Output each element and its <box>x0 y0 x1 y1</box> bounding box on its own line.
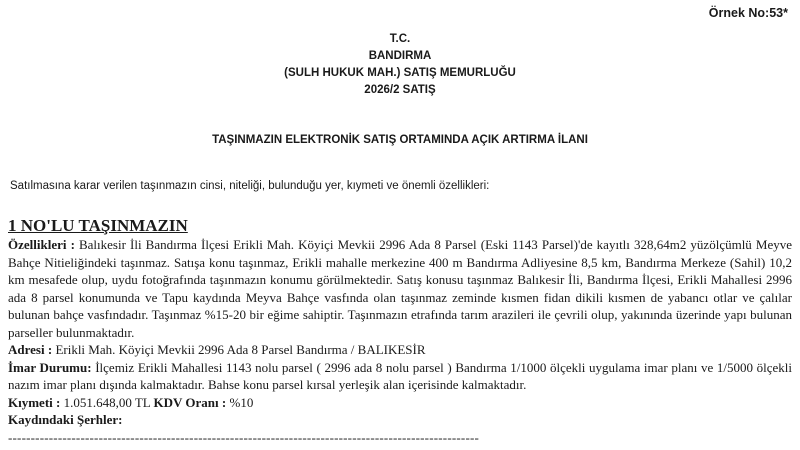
address-label: Adresi : <box>8 342 53 357</box>
value-label: Kıymeti : <box>8 394 61 410</box>
address-paragraph <box>8 341 792 359</box>
address-text: Erikli Mah. Köyiçi Mevkii 2996 Ada 8 Parsel Bandırma / BALIKESİR <box>52 342 426 357</box>
header-line-case: 2026/2 SATIŞ <box>364 84 436 96</box>
zoning-label: İmar Durumu: <box>8 359 92 375</box>
announcement-title: TAŞINMAZIN ELEKTRONİK SATIŞ ORTAMINDA AÇIK ARTIRMA İLANI <box>212 134 588 146</box>
parcel-section <box>8 216 792 446</box>
annotations-label: Kaydındaki Şerhler: <box>8 412 123 427</box>
features-label: Özellikleri : <box>8 237 75 252</box>
value-paragraph <box>8 394 792 412</box>
intro-text: Satılmasına karar verilen taşınmazın cinsi, niteliği, bulunduğu yer, kıymeti ve önemli özellikleri: <box>10 180 490 192</box>
vat-label: KDV Oranı : <box>153 394 227 410</box>
header-line-office: (SULH HUKUK MAH.) SATIŞ MEMURLUĞU <box>284 67 516 79</box>
document-header <box>0 31 800 99</box>
zoning-paragraph <box>8 359 792 394</box>
features-text: Balıkesir İli Bandırma İlçesi Erikli Mah. Köyiçi Mevkii 2996 Ada 8 Parsel (Eski 1143 Parsel)'de kayıtlı 328,64m2 yüzölçümlü Meyve Bahçe Nitielіğindeki taşınmaz. Satışa konu taşınmaz, Erikli mahalle merkezine 400 m Bandırma Adliyesine 8,5 km, Bandırma Merkeze (Sahil) 10,2 km mesafede olup, uydu fotoğrafında taşınmazın konumu görülmektedir. Satış konusu taşınmaz Balıkesir İli, Bandırma İlçesi, Erikli Mahallesi 2996 ada 8 parsel konumunda ve Tapu kaydında Meyva Bahçe vasfında olan taşınmaz zeminde kısmen fidan dikili kısmen de yabancı otlar ve çalılar bulunan bahçe vasfındadır. Taşınmaz %15-20 bir eğime sahiptir. Taşınmazın etrafında tarım arazileri ile çevrili olup, yakınında üzerinde yapı bulunan parseller bulunmaktadır. <box>8 237 792 340</box>
vat-text: %10 <box>226 394 254 410</box>
header-line-tc: T.C. <box>389 33 411 45</box>
features-paragraph <box>8 236 792 341</box>
sample-number: Örnek No:53* <box>708 6 788 20</box>
parcel-title: 1 NO'LU TAŞINMAZIN <box>8 216 188 235</box>
header-line-city: BANDIRMA <box>368 50 432 62</box>
zoning-text: İlçemiz Erikli Mahallesi 1143 nolu parsel ( 2996 ada 8 nolu parsel ) Bandırma 1/1000 ölçekli uygulama imar planı ve 1/5000 ölçekli nazım imar planı dışında kalmaktadır. Bahse konu parsel kırsal yerleşik alan içerisinde kalmaktadır. <box>8 359 793 392</box>
annotations-paragraph <box>8 411 792 429</box>
separator-line: -------------------------------------------------------------------------------------------------------- <box>8 429 480 445</box>
value-text: 1.051.648,00 TL <box>60 394 154 410</box>
